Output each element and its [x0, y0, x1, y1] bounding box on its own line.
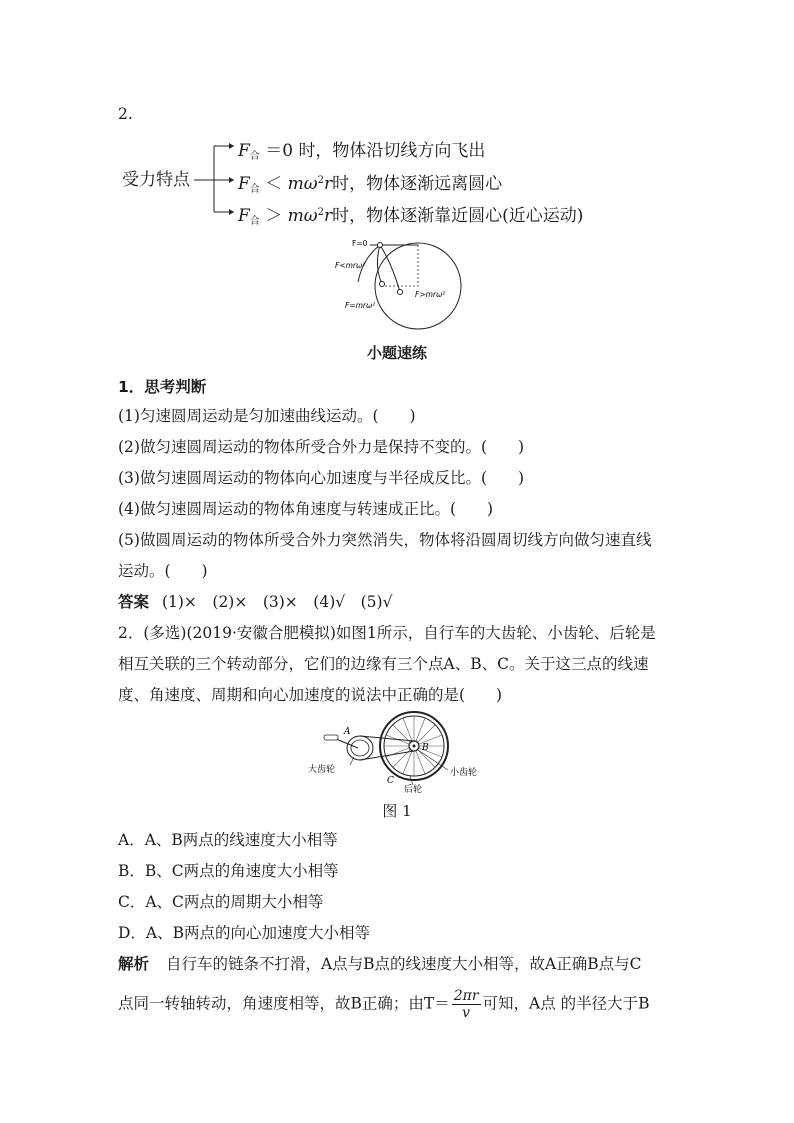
force-label: 受力特点: [122, 170, 190, 190]
answer-label: 答案: [118, 593, 150, 611]
q1-item-4: (4)做匀速圆周运动的物体角速度与转速成正比。( ): [118, 500, 494, 518]
q1-item-1: (1)匀速圆周运动是匀加速曲线运动。( ): [118, 407, 416, 425]
force-line-1: $F_合 =0$ 时，物体沿切线方向飞出: [238, 141, 486, 162]
q1-answer: [118, 592, 392, 612]
analysis-label: 解析: [118, 955, 150, 973]
q1-item-5b: 运动。( ): [118, 562, 208, 580]
force-line-2: $F_合 < m\omega^2r$时，物体逐渐远离圆心: [238, 174, 503, 195]
option-c: C．A、C两点的周期大小相等: [118, 893, 324, 911]
point-c-label: C: [387, 776, 394, 786]
section-number: 2.: [118, 105, 133, 123]
circular-motion-figure: [330, 236, 470, 332]
answer-text: (1)× (2)× (3)× (4)√ (5)√: [161, 593, 393, 611]
force-line-3: $F_合 > m\omega^2r$时，物体逐渐靠近圆心(近心运动): [238, 206, 584, 227]
label-f-greater: F>mrω²: [415, 290, 446, 299]
q1-item-3: (3)做匀速圆周运动的物体向心加速度与半径成反比。( ): [118, 469, 525, 487]
option-a: A．A、B两点的线速度大小相等: [118, 831, 338, 849]
q2-line-1: 2．(多选)(2019·安徽合肥模拟)如图1所示，自行车的大齿轮、小齿轮、后轮是: [118, 624, 656, 642]
point-a-label: A: [344, 727, 351, 737]
option-b: B．B、C两点的角速度大小相等: [118, 862, 339, 880]
rear-wheel-label: 后轮: [404, 785, 423, 795]
q1-item-5a: (5)做圆周运动的物体所受合外力突然消失，物体将沿圆周切线方向做匀速直线: [118, 531, 652, 549]
big-gear-label: 大齿轮: [308, 765, 336, 775]
q1-title: 1．思考判断: [118, 378, 207, 396]
practice-title: 小题速练: [366, 344, 427, 362]
force-brace: [194, 140, 238, 220]
figure-caption: 图 1: [382, 802, 412, 820]
analysis-line-2: 点同一转轴转动，角速度相等，故B正确；由T＝ $\frac{2\pi r}{v}$ 可知，A点 的半径大于B: [118, 988, 650, 1021]
q2-line-2: 相互关联的三个转动部分，它们的边缘有三个点A、B、C。关于这三点的线速: [118, 655, 649, 673]
period-formula-fraction: $\frac{2\pi r}{v}$: [453, 988, 479, 1021]
bicycle-gear-figure: [300, 710, 500, 796]
q2-line-3: 度、角速度、周期和向心加速度的说法中正确的是( ): [118, 686, 503, 704]
option-d: D．A、B两点的向心加速度大小相等: [118, 924, 371, 942]
label-f-zero: F=0: [352, 239, 368, 248]
label-f-equal: F=mrω²: [345, 301, 376, 310]
q1-item-2: (2)做匀速圆周运动的物体所受合外力是保持不变的。( ): [118, 438, 525, 456]
point-b-label: B: [422, 743, 429, 753]
label-f-less: F<mrω²: [335, 261, 366, 270]
small-gear-label: 小齿轮: [450, 768, 478, 778]
analysis-line-1: 解析 自行车的链条不打滑，A点与B点的线速度大小相等，故A正确B点与C: [118, 955, 642, 973]
